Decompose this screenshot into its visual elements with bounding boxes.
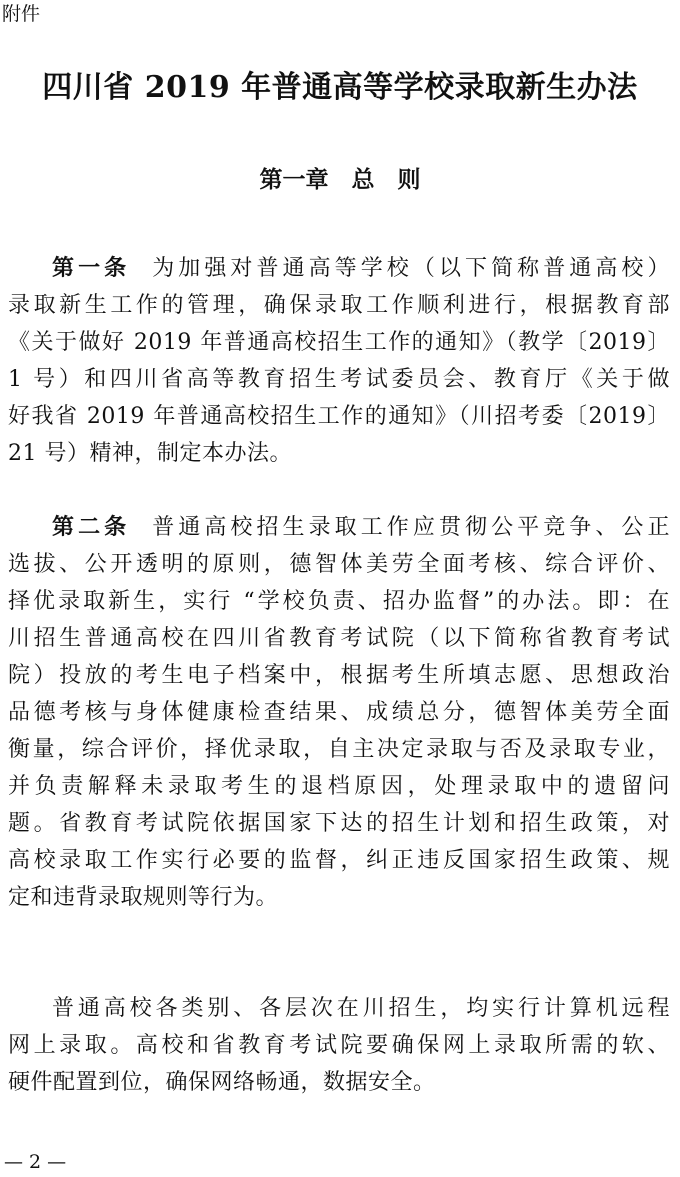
article-2-text: 普通高校招生录取工作应贯彻公平竞争、公正 [152, 515, 670, 540]
article-2-line-3: 择优录取新生，实行 “学校负责、招办监督”的办法。即：在 [8, 589, 670, 614]
article-2-line-4: 川招生普通高校在四川省教育考试院（以下简称省教育考试 [8, 626, 670, 651]
document-title: 四川省 2019 年普通高等学校录取新生办法 [42, 70, 638, 105]
article-2-label: 第二条 [52, 514, 131, 540]
article-2-line-1 [8, 509, 670, 546]
article-2-line-5: 院）投放的考生电子档案中，根据考生所填志愿、思想政治 [8, 663, 670, 688]
article-1-label: 第一条 [52, 255, 131, 281]
article-1-line-6: 21 号）精神，制定本办法。 [8, 441, 292, 466]
article-1-line-5: 好我省 2019 年普通高校招生工作的通知》（川招考委〔2019〕 [8, 404, 670, 429]
article-2-line-6: 品德考核与身体健康检查结果、成绩总分，德智体美劳全面 [8, 700, 670, 725]
paragraph-3-line-3: 硬件配置到位，确保网络畅通，数据安全。 [8, 1070, 436, 1095]
paragraph-3-line-1: 普通高校各类别、各层次在川招生，均实行计算机远程 [52, 996, 670, 1021]
attachment-label: 附件 [2, 3, 41, 25]
chapter-heading: 第一章 总 则 [259, 166, 421, 193]
article-1-line-1 [8, 250, 670, 287]
article-2-line-9: 题。省教育考试院依据国家下达的招生计划和招生政策，对 [8, 811, 670, 836]
page-number: — 2 — [4, 1151, 67, 1173]
article-2-line-8: 并负责解释未录取考生的退档原因，处理录取中的遗留问 [8, 774, 670, 799]
article-1-text: 为加强对普通高等学校（以下简称普通高校） [152, 256, 670, 281]
article-1 [8, 250, 670, 472]
article-1-line-4: 1 号）和四川省高等教育招生考试委员会、教育厅《关于做 [8, 367, 670, 392]
paragraph-3 [8, 990, 670, 1101]
article-2-line-2: 选拔、公开透明的原则，德智体美劳全面考核、综合评价、 [8, 552, 670, 577]
article-2-line-10: 高校录取工作实行必要的监督，纠正违反国家招生政策、规 [8, 848, 670, 873]
article-2 [8, 509, 670, 916]
article-2-line-7: 衡量，综合评价，择优录取，自主决定录取与否及录取专业， [8, 737, 670, 762]
paragraph-3-line-2: 网上录取。高校和省教育考试院要确保网上录取所需的软、 [8, 1033, 670, 1058]
article-1-line-3: 《关于做好 2019 年普通高校招生工作的通知》（教学〔2019〕 [8, 330, 670, 355]
article-1-line-2: 录取新生工作的管理，确保录取工作顺利进行，根据教育部 [8, 293, 670, 318]
article-2-line-11: 定和违背录取规则等行为。 [8, 885, 279, 910]
